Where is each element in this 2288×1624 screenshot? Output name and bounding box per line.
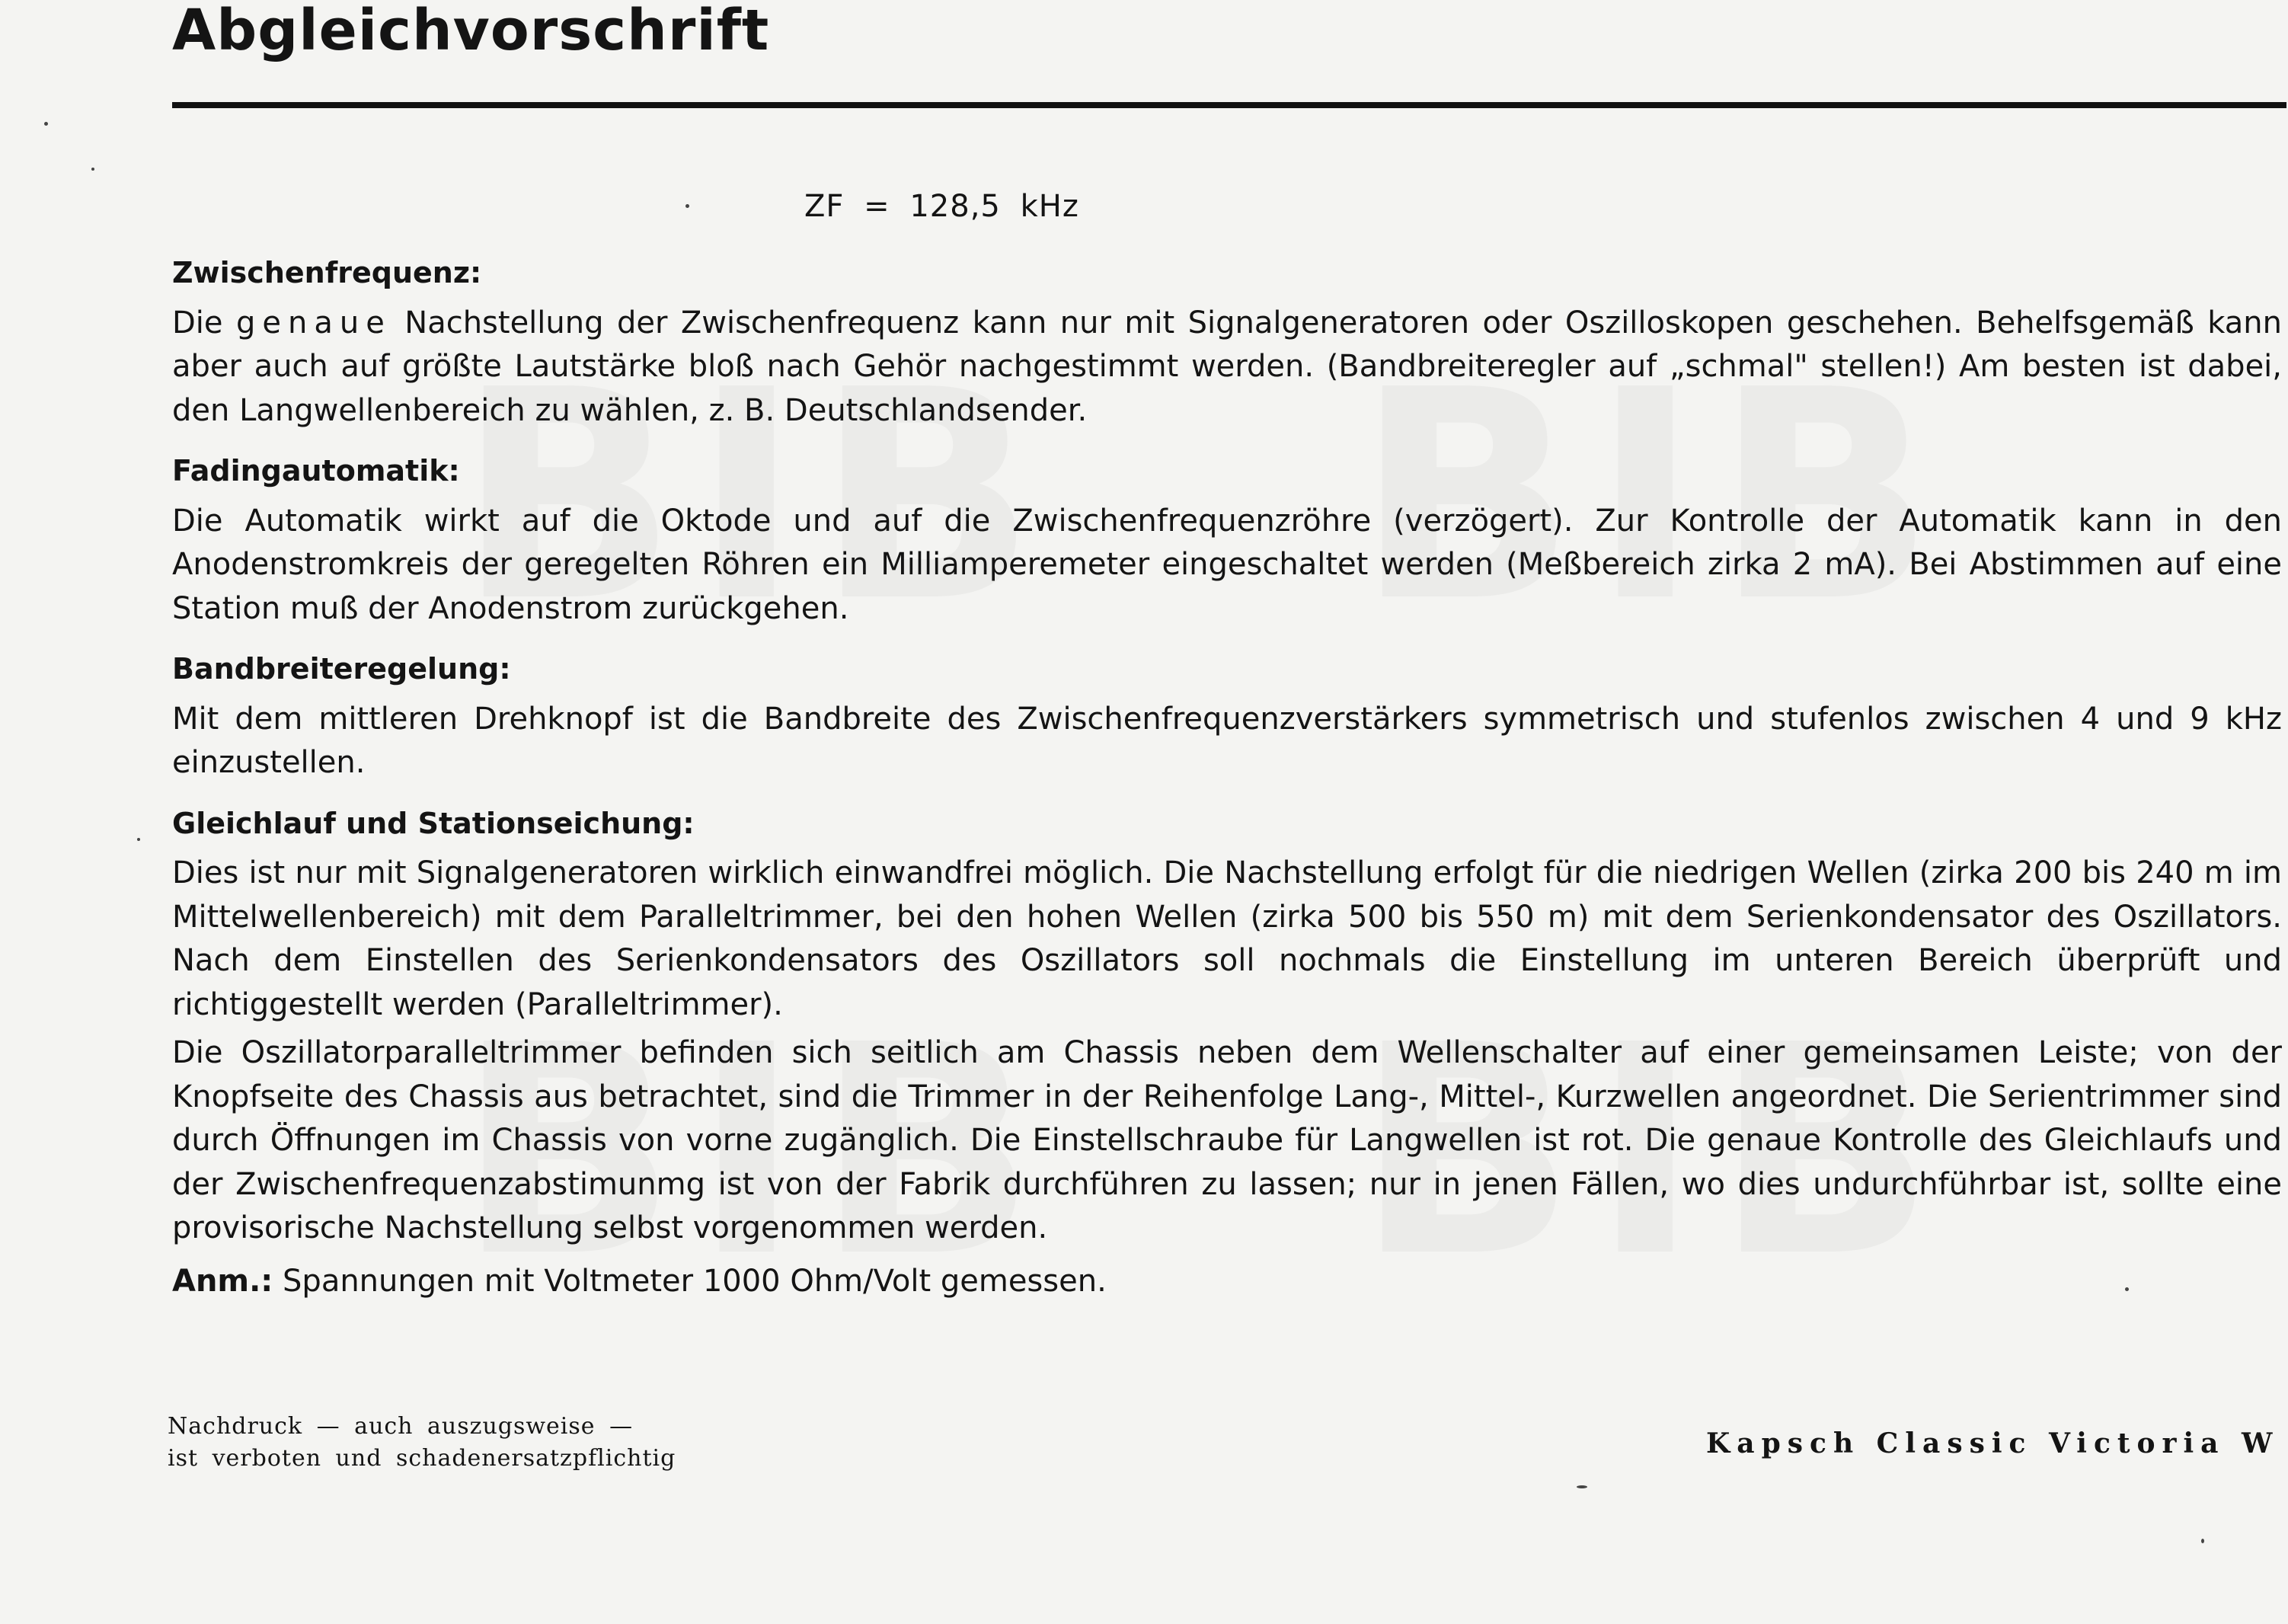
note-text: Spannungen mit Voltmeter 1000 Ohm/Volt gemessen. xyxy=(283,1263,1107,1299)
note-label: Anm.: xyxy=(172,1263,273,1299)
section-paragraph: Mit dem mittleren Drehknopf ist die Bandbreite des Zwischenfrequenzverstärkers symmetrisch und stufenlos zwischen 4 und 9 kHz einzustellen. xyxy=(172,701,2282,780)
section-heading: Bandbreiteregelung: xyxy=(172,652,511,686)
scan-speck xyxy=(91,168,94,171)
document-body xyxy=(172,251,2282,1303)
copyright-notice xyxy=(168,1411,676,1475)
copyright-line: ist verboten und schadenersatzpflichtig xyxy=(168,1445,676,1472)
section-paragraph: Dies ist nur mit Signalgeneratoren wirklich einwandfrei möglich. Die Nachstellung erfolgt für die niedrigen Wellen (zirka 200 bis 240 m im Mittelwellenbereich) mit dem Paralleltrimmer, bei den hohen Wellen (zirka 500 bis 550 m) mit dem Serienkondensator des Oszillators. Nach dem Einstellen des Serienkondensators des Oszillators soll nochmals die Einstellung im unteren Bereich überprüft und richtiggestellt werden (Paralleltrimmer). xyxy=(172,855,2282,1022)
section-heading: Fadingautomatik: xyxy=(172,454,460,488)
paragraph-emphasis: genaue xyxy=(235,305,391,340)
page-title: Abgleichvorschrift xyxy=(172,0,770,63)
scan-speck xyxy=(137,838,140,841)
section-paragraph xyxy=(172,302,2282,433)
section-bandbreiteregelung xyxy=(172,631,2282,785)
section-fadingautomatik xyxy=(172,433,2282,631)
section-gleichlauf xyxy=(172,785,2282,1251)
paragraph-lead: Die xyxy=(172,305,223,340)
paragraph-rest: Nachstellung der Zwischenfrequenz kann nur mit Signalgeneratoren oder Oszilloskopen geschehen. Behelfsgemäß kann aber auch auf größte Lautstärke bloß nach Gehör nachgestimmt werden. (Bandbreiteregler auf „schmal" stellen!) Am besten ist dabei, den Langwellenbereich zu wählen, z. B. Deutschlandsender. xyxy=(172,305,2282,428)
scan-speck xyxy=(2125,1287,2129,1291)
section-paragraph: Die Automatik wirkt auf die Oktode und auf die Zwischenfrequenzröhre (verzögert). Zur Kontrolle der Automatik kann in den Anodenstromkreis der geregelten Röhren ein Milliamperemeter eingeschaltet werden (Meßbereich zirka 2 mA). Bei Abstimmen auf eine Station muß der Anodenstrom zurückgehen. xyxy=(172,503,2282,626)
section-heading: Gleichlauf und Stationseichung: xyxy=(172,806,695,840)
scan-speck xyxy=(44,122,48,126)
model-name: Kapsch Classic Victoria W xyxy=(1706,1427,2280,1459)
scan-speck xyxy=(2201,1539,2204,1543)
intermediate-frequency-line: ZF = 128,5 kHz xyxy=(804,189,1079,224)
title-divider xyxy=(172,102,2286,108)
copyright-line: Nachdruck — auch auszugsweise — xyxy=(168,1413,634,1440)
measurement-note xyxy=(172,1260,2282,1304)
section-zwischenfrequenz xyxy=(172,251,2282,433)
section-paragraph: Die Oszillatorparalleltrimmer befinden sich seitlich am Chassis neben dem Wellenschalter auf einer gemeinsamen Leiste; von der Knopfseite des Chassis aus betrachtet, sind die Trimmer in der Reihenfolge Lang-, Mittel-, Kurzwellen angeordnet. Die Serientrimmer sind durch Öffnungen im Chassis von vorne zugänglich. Die Einstellschraube für Langwellen ist rot. Die genaue Kontrolle des Gleichlaufs und der Zwischenfrequenzabstimunmg ist von der Fabrik durchführen zu lassen; nur in jenen Fällen, wo dies undurchführbar ist, sollte eine provisorische Nachstellung selbst vorgenommen werden. xyxy=(172,1035,2282,1245)
scan-speck xyxy=(685,204,689,208)
scan-speck xyxy=(1577,1485,1587,1488)
section-heading: Zwischenfrequenz: xyxy=(172,256,482,289)
